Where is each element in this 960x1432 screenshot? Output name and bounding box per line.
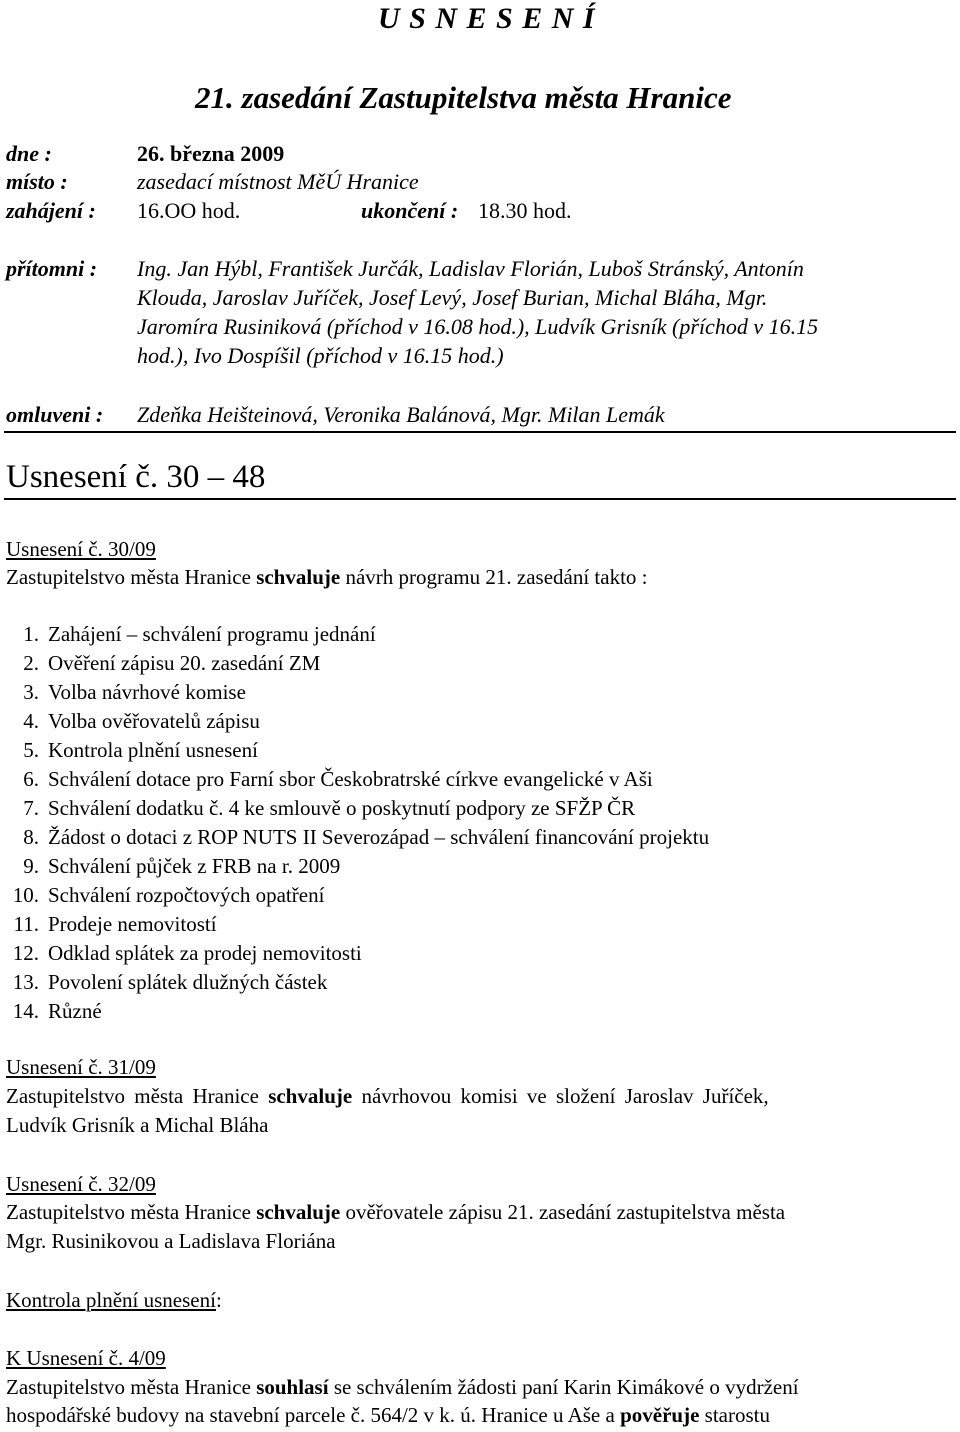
resolution-heading: K Usnesení č. 4/09: [6, 1346, 166, 1370]
present-label: přítomni :: [6, 256, 98, 281]
agenda-item-text: Schválení rozpočtových opatření: [48, 883, 325, 907]
control-heading: [6, 1288, 222, 1313]
resolution-text: [6, 1375, 799, 1400]
agenda-item-text: Různé: [48, 999, 102, 1023]
resolution-verb: schvaluje: [256, 565, 341, 589]
agenda-item-number: 13.: [12, 970, 39, 994]
divider-line: [4, 498, 956, 500]
agenda-item-number: 10.: [12, 883, 39, 907]
agenda-item-number: 8.: [23, 825, 39, 849]
agenda-item-text: Schválení dotace pro Farní sbor Českobratrské církve evangelické v Aši: [48, 767, 653, 791]
present-line: Ing. Jan Hýbl, František Jurčák, Ladislav Florián, Luboš Stránský, Antonín: [137, 256, 804, 281]
end-label: ukončení :: [361, 198, 459, 223]
agenda-item: [6, 707, 709, 736]
agenda-item-text: Povolení splátek dlužných částek: [48, 970, 328, 994]
agenda-item-text: Odklad splátek za prodej nemovitosti: [48, 941, 362, 965]
agenda-item: [6, 765, 709, 794]
control-heading-text: Kontrola plnění usnesení: [6, 1288, 216, 1312]
agenda-item-number: 3.: [23, 680, 39, 704]
agenda-item-number: 6.: [23, 767, 39, 791]
agenda-item-text: Zahájení – schválení programu jednání: [48, 622, 376, 646]
agenda-item-text: Ověření zápisu 20. zasedání ZM: [48, 651, 321, 675]
resolution-text-after: návrh programu 21. zasedání takto :: [340, 565, 648, 589]
agenda-item-number: 7.: [23, 796, 39, 820]
agenda-item-number: 4.: [23, 709, 39, 733]
resolution-text-after: starostu: [699, 1403, 770, 1427]
resolution-text-line2: Ludvík Grisník a Michal Bláha: [6, 1113, 269, 1137]
agenda-item-text: Schválení půjček z FRB na r. 2009: [48, 854, 341, 878]
excused-value: Zdeňka Heišteinová, Veronika Balánová, Mgr. Milan Lemák: [137, 402, 665, 427]
agenda-item-text: Žádost o dotaci z ROP NUTS II Severozápad – schválení financování projektu: [48, 825, 710, 849]
control-heading-colon: :: [215, 1288, 222, 1312]
resolution-text: [6, 1200, 785, 1225]
present-line: Jaromíra Rusiniková (příchod v 16.08 hod.), Ludvík Grisník (příchod v 16.15: [137, 314, 819, 339]
section-title: Usnesení č. 30 – 48: [6, 459, 266, 495]
divider-line: [4, 431, 956, 433]
agenda-item: [6, 678, 709, 707]
resolution-text: [6, 565, 648, 590]
agenda-item: [6, 939, 709, 968]
agenda-item: [6, 910, 709, 939]
place-value: zasedací místnost MěÚ Hranice: [137, 169, 419, 194]
document-title: U S N E S E N Í: [378, 2, 596, 35]
resolution-text-line2: Mgr. Rusinikovou a Ladislava Floriána: [6, 1229, 336, 1253]
start-value: 16.OO hod.: [137, 198, 241, 223]
agenda-item-text: Kontrola plnění usnesení: [48, 738, 258, 762]
resolution-text-before: Zastupitelstvo města Hranice: [6, 1375, 257, 1399]
agenda-item-number: 14.: [12, 999, 39, 1023]
resolution-text-before: hospodářské budovy na stavební parcele č. 564/2 v k. ú. Hranice u Aše a: [6, 1403, 621, 1427]
resolution-text-before: Zastupitelstvo města Hranice: [6, 565, 257, 589]
agenda-item-number: 11.: [13, 912, 39, 936]
resolution-text: [6, 1084, 954, 1109]
agenda-item: [6, 852, 709, 881]
resolution-text-line2: [6, 1403, 770, 1428]
end-value: 18.30 hod.: [478, 198, 572, 223]
agenda-item-number: 1.: [23, 622, 39, 646]
document-subtitle: 21. zasedání Zastupitelstva města Hranice: [195, 80, 732, 115]
agenda-item-text: Volba ověřovatelů zápisu: [48, 709, 260, 733]
agenda-item: [6, 736, 709, 765]
agenda-item: [6, 881, 709, 910]
resolution-heading: Usnesení č. 31/09: [6, 1055, 156, 1079]
agenda-item: [6, 649, 709, 678]
resolution-text-after: ověřovatele zápisu 21. zasedání zastupitelstva města: [340, 1200, 786, 1224]
agenda-item-number: 5.: [23, 738, 39, 762]
resolution-text-before: Zastupitelstvo města Hranice: [6, 1084, 269, 1108]
agenda-item: [6, 968, 709, 997]
resolution-text-after: se schválením žádosti paní Karin Kimákové o vydržení: [328, 1375, 799, 1399]
agenda-item: [6, 823, 709, 852]
agenda-item-text: Prodeje nemovitostí: [48, 912, 217, 936]
agenda-item: [6, 794, 709, 823]
excused-label: omluveni :: [6, 402, 104, 427]
resolution-text-before: Zastupitelstvo města Hranice: [6, 1200, 257, 1224]
resolution-heading: Usnesení č. 30/09: [6, 537, 156, 561]
agenda-list: [6, 620, 709, 1026]
resolution-verb: schvaluje: [256, 1200, 341, 1224]
agenda-item: [6, 620, 709, 649]
present-line: hod.), Ivo Dospíšil (příchod v 16.15 hod.): [137, 343, 504, 368]
date-label: dne :: [6, 141, 52, 166]
resolution-text-after: návrhovou komisi ve složení Jaroslav Juříček,: [352, 1084, 769, 1108]
resolution-verb: schvaluje: [268, 1084, 353, 1108]
agenda-item: [6, 997, 709, 1026]
resolution-verb: pověřuje: [620, 1403, 700, 1427]
present-line: Klouda, Jaroslav Juříček, Josef Levý, Josef Burian, Michal Bláha, Mgr.: [137, 285, 768, 310]
agenda-item-text: Volba návrhové komise: [48, 680, 246, 704]
resolution-heading: Usnesení č. 32/09: [6, 1172, 156, 1196]
date-value: 26. března 2009: [137, 141, 285, 166]
agenda-item-text: Schválení dodatku č. 4 ke smlouvě o poskytnutí podpory ze SFŽP ČR: [48, 796, 636, 820]
agenda-item-number: 9.: [23, 854, 39, 878]
agenda-item-number: 12.: [12, 941, 39, 965]
resolution-verb: souhlasí: [256, 1375, 329, 1399]
start-label: zahájení :: [6, 198, 96, 223]
place-label: místo :: [6, 169, 68, 194]
agenda-item-number: 2.: [23, 651, 39, 675]
